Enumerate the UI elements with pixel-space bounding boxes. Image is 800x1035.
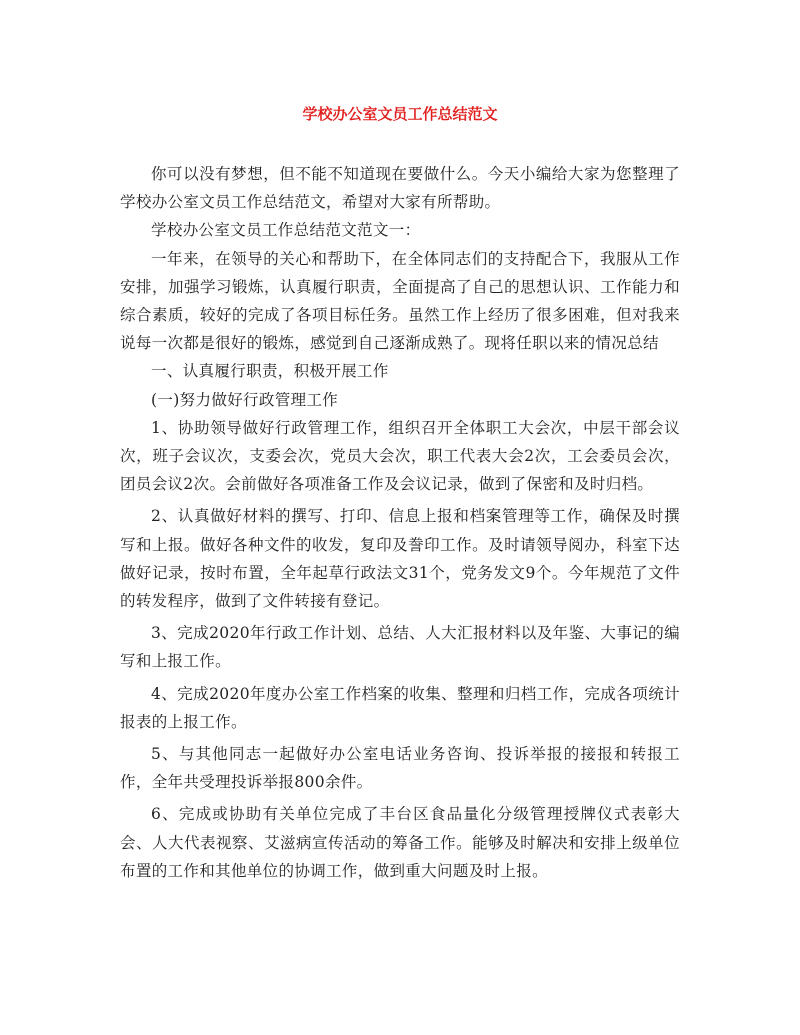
document-body — [120, 160, 680, 889]
section-heading-1: 一、认真履行职责，积极开展工作 — [151, 362, 389, 381]
list-item-3: 3、完成2020年行政工作计划、总结、人大汇报材料以及年鉴、大事记的编写和上报工作。 — [120, 624, 680, 671]
list-item-6: 6、完成或协助有关单位完成了丰台区食品量化分级管理授牌仪式表彰大会、人大代表视察、艾滋病宣传活动的筹备工作。能够及时解决和安排上级单位布置的工作和其他单位的协调工作，做到重大问题及时上报。 — [120, 805, 680, 880]
list-item-1: 1、协助领导做好行政管理工作，组织召开全体职工大会次，中层干部会议次，班子会议次，支委会次，党员大会次，职工代表大会2次，工会委员会次，团员会议2次。会前做好各项准备工作及会议记录，做到了保密和及时归档。 — [120, 418, 680, 494]
list-item-5: 5、与其他同志一起做好办公室电话业务咨询、投诉举报的接报和转报工作，全年共受理投诉举报800余件。 — [120, 745, 680, 792]
document-title: 学校办公室文员工作总结范文 — [302, 105, 498, 123]
paragraph-overview: 一年来，在领导的关心和帮助下，在全体同志们的支持配合下，我服从工作安排，加强学习锻炼，认真履行职责，全面提高了自己的思想认识、工作能力和综合素质，较好的完成了各项目标任务。虽然工作上经历了很多困难，但对我来说每一次都是很好的锻炼，感觉到自己逐渐成熟了。现将任职以来的情况总结 — [120, 249, 680, 353]
subsection-heading-1: (一)努力做好行政管理工作 — [151, 390, 339, 409]
list-item-2: 2、认真做好材料的撰写、打印、信息上报和档案管理等工作，确保及时撰写和上报。做好各种文件的收发，复印及誊印工作。及时请领导阅办，科室下达做好记录，按时布置，全年起草行政法文31个，党务发文9个。今年规范了文件的转发程序，做到了文件转接有登记。 — [120, 507, 680, 611]
list-item-4: 4、完成2020年度办公室工作档案的收集、整理和归档工作，完成各项统计报表的上报工作。 — [120, 684, 680, 731]
paragraph-subtitle: 学校办公室文员工作总结范文范文一： — [151, 221, 421, 240]
paragraph-intro: 你可以没有梦想，但不能不知道现在要做什么。今天小编给大家为您整理了学校办公室文员工作总结范文，希望对大家有所帮助。 — [120, 165, 680, 212]
